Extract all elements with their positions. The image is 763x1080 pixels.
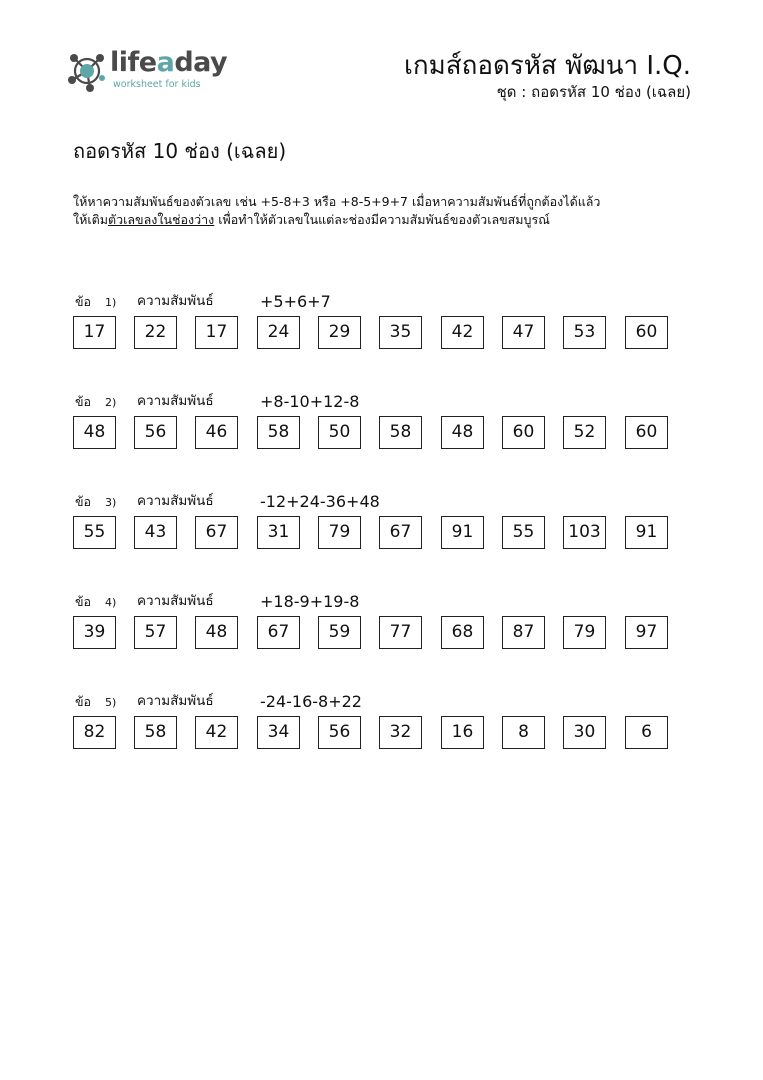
answer-box[interactable]: 91 <box>625 516 668 549</box>
answer-box[interactable]: 60 <box>625 316 668 349</box>
instructions <box>73 193 693 229</box>
instructions-emphasis: ตัวเลขลงในช่องว่าง <box>107 212 215 227</box>
relation-formula: +18-9+19-8 <box>260 592 360 611</box>
question-number: 4) <box>105 596 117 609</box>
relation-formula: +8-10+12-8 <box>260 392 360 411</box>
relation-formula: +5+6+7 <box>260 292 331 311</box>
answer-box[interactable]: 42 <box>195 716 238 749</box>
answer-box[interactable]: 48 <box>73 416 116 449</box>
question-3 <box>73 492 693 554</box>
answer-box[interactable]: 103 <box>563 516 606 549</box>
logo-wordmark: lifeaday <box>110 47 228 78</box>
answer-box[interactable]: 58 <box>379 416 422 449</box>
answer-box[interactable]: 60 <box>625 416 668 449</box>
answer-boxes <box>73 616 693 650</box>
answer-box[interactable]: 59 <box>318 616 361 649</box>
answer-box[interactable]: 47 <box>502 316 545 349</box>
answer-box[interactable]: 79 <box>563 616 606 649</box>
question-number: 2) <box>105 396 117 409</box>
answer-box[interactable]: 68 <box>441 616 484 649</box>
answer-box[interactable]: 53 <box>563 316 606 349</box>
answer-box[interactable]: 46 <box>195 416 238 449</box>
relation-label: ความสัมพันธ์ <box>137 693 214 709</box>
question-number: 3) <box>105 496 117 509</box>
answer-boxes <box>73 316 693 350</box>
relation-label: ความสัมพันธ์ <box>137 493 214 509</box>
answer-box[interactable]: 55 <box>502 516 545 549</box>
answer-box[interactable]: 6 <box>625 716 668 749</box>
question-1 <box>73 292 693 354</box>
question-number: 1) <box>105 296 117 309</box>
answer-box[interactable]: 56 <box>134 416 177 449</box>
relation-label: ความสัมพันธ์ <box>137 593 214 609</box>
relation-label: ความสัมพันธ์ <box>137 293 214 309</box>
answer-box[interactable]: 58 <box>134 716 177 749</box>
answer-box[interactable]: 97 <box>625 616 668 649</box>
answer-box[interactable]: 48 <box>441 416 484 449</box>
answer-box[interactable]: 39 <box>73 616 116 649</box>
relation-formula: -12+24-36+48 <box>260 492 380 511</box>
question-label: ข้อ <box>75 494 92 509</box>
answer-boxes <box>73 716 693 750</box>
answer-box[interactable]: 30 <box>563 716 606 749</box>
answer-box[interactable]: 31 <box>257 516 300 549</box>
network-nodes-icon <box>66 48 110 92</box>
answer-box[interactable]: 57 <box>134 616 177 649</box>
answer-box[interactable]: 32 <box>379 716 422 749</box>
question-label: ข้อ <box>75 394 92 409</box>
lifeaday-logo <box>66 46 236 96</box>
answer-box[interactable]: 16 <box>441 716 484 749</box>
answer-boxes <box>73 416 693 450</box>
logo-tagline: worksheet for kids <box>113 79 201 90</box>
answer-box[interactable]: 24 <box>257 316 300 349</box>
answer-box[interactable]: 52 <box>563 416 606 449</box>
answer-box[interactable]: 67 <box>257 616 300 649</box>
answer-box[interactable]: 48 <box>195 616 238 649</box>
answer-box[interactable]: 82 <box>73 716 116 749</box>
relation-label: ความสัมพันธ์ <box>137 393 214 409</box>
answer-box[interactable]: 17 <box>73 316 116 349</box>
answer-box[interactable]: 67 <box>379 516 422 549</box>
answer-box[interactable]: 60 <box>502 416 545 449</box>
question-label: ข้อ <box>75 694 92 709</box>
answer-box[interactable]: 42 <box>441 316 484 349</box>
instructions-line-1: ให้หาความสัมพันธ์ของตัวเลข เช่น +5-8+3 หรือ +8-5+9+7 เมื่อหาความสัมพันธ์ที่ถูกต้องได้แล้ว <box>73 194 601 209</box>
answer-box[interactable]: 79 <box>318 516 361 549</box>
answer-box[interactable]: 34 <box>257 716 300 749</box>
answer-box[interactable]: 17 <box>195 316 238 349</box>
question-label: ข้อ <box>75 294 92 309</box>
header-subtitle: ชุด : ถอดรหัส 10 ช่อง (เฉลย) <box>496 83 691 101</box>
instructions-line-2: ให้เติมตัวเลขลงในช่องว่าง เพื่อทำให้ตัวเลขในแต่ละช่องมีความสัมพันธ์ของตัวเลขสมบูรณ์ <box>73 212 550 227</box>
answer-box[interactable]: 55 <box>73 516 116 549</box>
answer-box[interactable]: 22 <box>134 316 177 349</box>
relation-formula: -24-16-8+22 <box>260 692 362 711</box>
question-label: ข้อ <box>75 594 92 609</box>
answer-box[interactable]: 67 <box>195 516 238 549</box>
question-number: 5) <box>105 696 117 709</box>
answer-box[interactable]: 43 <box>134 516 177 549</box>
question-4 <box>73 592 693 654</box>
answer-box[interactable]: 35 <box>379 316 422 349</box>
question-5 <box>73 692 693 754</box>
answer-box[interactable]: 56 <box>318 716 361 749</box>
answer-box[interactable]: 77 <box>379 616 422 649</box>
page-title: ถอดรหัส 10 ช่อง (เฉลย) <box>73 139 287 163</box>
header-title: เกมส์ถอดรหัส พัฒนา I.Q. <box>403 51 691 81</box>
answer-box[interactable]: 91 <box>441 516 484 549</box>
answer-box[interactable]: 29 <box>318 316 361 349</box>
answer-box[interactable]: 58 <box>257 416 300 449</box>
answer-box[interactable]: 8 <box>502 716 545 749</box>
answer-boxes <box>73 516 693 550</box>
answer-box[interactable]: 87 <box>502 616 545 649</box>
answer-box[interactable]: 50 <box>318 416 361 449</box>
question-2 <box>73 392 693 454</box>
